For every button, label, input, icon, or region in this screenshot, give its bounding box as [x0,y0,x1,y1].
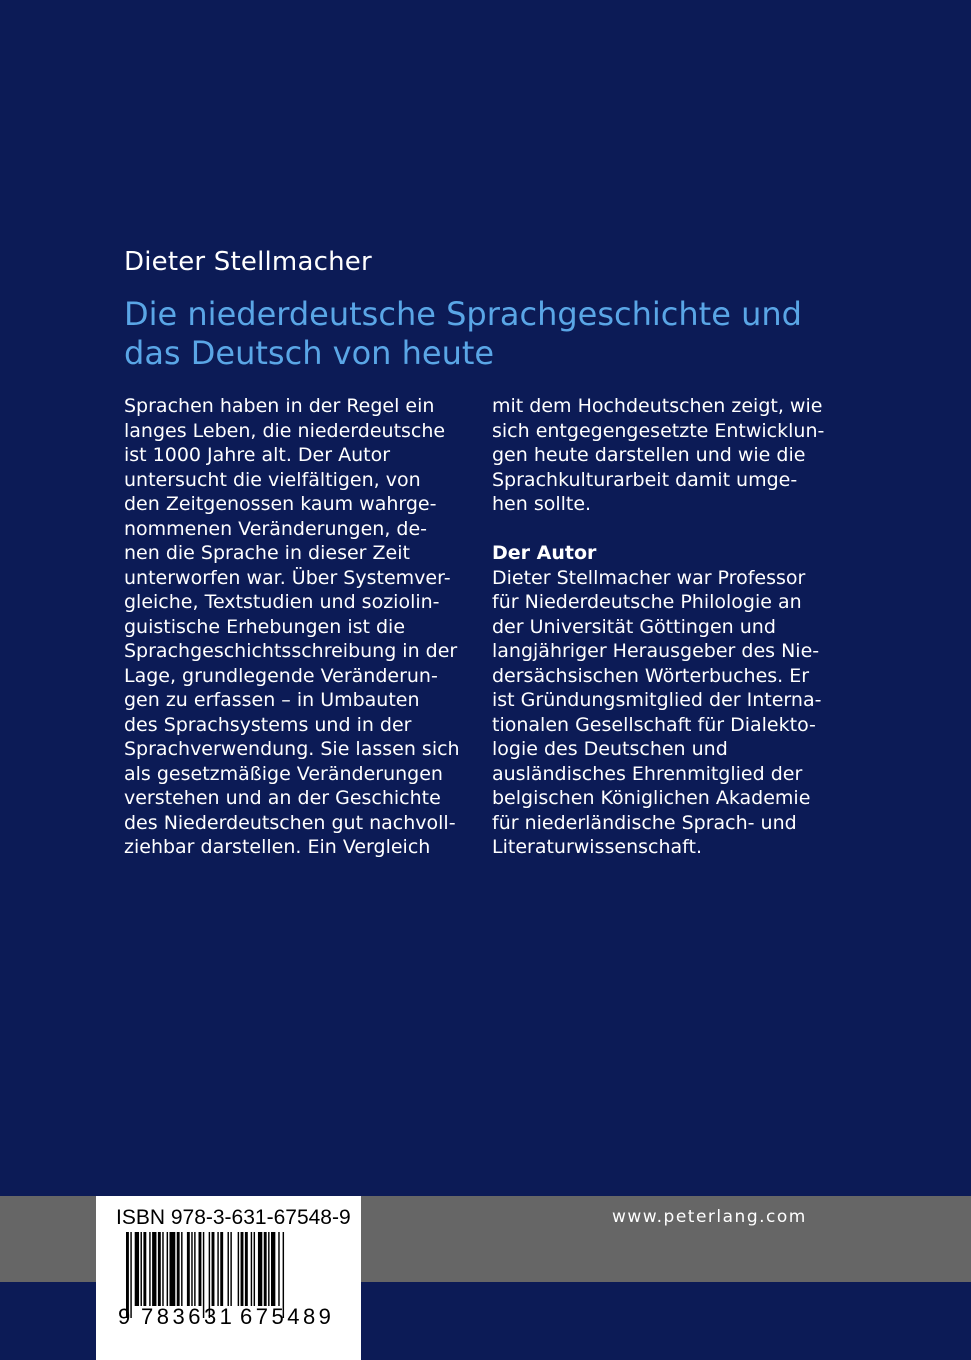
text-line: nen die Sprache in dieser Zeit [124,542,410,564]
text-line: langes Leben, die niederdeutsche [124,419,446,442]
text-line: dersächsischen Wörterbuches. Er [492,664,810,687]
barcode-bar [149,1232,150,1306]
barcode-bar [152,1232,156,1306]
text-line: der Universität Göttingen und [492,615,776,638]
text-line: ist Gründungsmitglied der Interna- [492,689,822,711]
text-line: als gesetzmäßige Veränderungen [124,762,443,785]
text-line: gleiche, Textstudien und soziolin- [124,591,440,613]
blurb-column-left [124,394,469,860]
barcode-bar [170,1232,176,1306]
barcode-bar [238,1232,239,1306]
barcode-bar [162,1232,163,1306]
text-line: nommenen Veränderungen, de- [124,517,428,540]
barcode-bar [268,1232,269,1306]
text-line: für Niederdeutsche Philologie an [492,591,802,613]
publisher-url[interactable]: www.peterlang.com [612,1207,807,1227]
barcode-bar [212,1232,215,1306]
text-line: belgischen Königlichen Akademie [492,787,811,809]
ean-group-left: 783631 [141,1304,236,1329]
text-line: mit dem Hochdeutschen zeigt, wie [492,395,823,417]
text-line: guistische Erhebungen ist die [124,615,406,638]
barcode-bar [143,1232,146,1306]
barcode-panel [96,1196,361,1360]
blurb-continuation [492,394,842,517]
barcode-bar [187,1232,190,1306]
text-line: sich entgegengesetzte Entwicklun- [492,419,825,442]
book-title: Die niederdeutsche Sprachgeschichte und das Deutsch von heute [124,295,802,372]
text-line: den Zeitgenossen kaum wahrge- [124,493,437,515]
text-line: Sprachkulturarbeit damit umge- [492,468,798,491]
barcode-bar [230,1232,231,1306]
barcode-bar [228,1232,229,1306]
barcode-bar [278,1232,279,1306]
text-line: langjähriger Herausgeber des Nie- [492,640,820,662]
barcode-bar [241,1232,244,1306]
text-line: des Niederdeutschen gut nachvoll- [124,811,456,834]
author-name: Dieter Stellmacher [124,247,372,277]
barcode-bar [271,1232,275,1306]
barcode-bar [194,1232,195,1306]
isbn-text: ISBN 978-3-631-67548-9 [116,1206,351,1229]
barcode-bar [217,1232,218,1306]
barcode-bar [258,1232,262,1306]
text-line: unterworfen war. Über Systemver- [124,566,451,589]
ean-lead-digit: 9 [118,1304,131,1329]
text-line: verstehen und an der Geschichte [124,787,441,809]
text-line: Dieter Stellmacher war Professor [492,566,806,589]
paragraph-gap [492,517,842,542]
barcode-bar [135,1232,139,1306]
text-line: Sprachgeschichtsschreibung in der [124,640,458,662]
barcode-bar [251,1232,252,1306]
text-line: Literaturwissenschaft. [492,836,702,858]
text-line: ausländisches Ehrenmitglied der [492,762,803,785]
barcode-bar [254,1232,255,1306]
about-author-heading: Der Autor [492,542,597,564]
text-line: gen zu erfassen – in Umbauten [124,689,420,711]
blurb-column-right [492,394,842,860]
text-line: hen sollte. [492,493,592,515]
text-line: Sprachverwendung. Sie lassen sich [124,738,460,760]
barcode-bar [245,1232,248,1306]
barcode-bar [130,1232,131,1318]
text-line: Sprachen haben in der Regel ein [124,395,435,417]
barcode-bar [167,1232,168,1306]
text-line: des Sprachsystems und in der [124,713,412,736]
about-author-text [492,566,842,860]
text-line: tionalen Gesellschaft für Dialekto- [492,713,816,736]
barcode-bar [264,1232,267,1306]
barcode-bar [181,1232,182,1306]
barcode-bar [158,1232,161,1306]
text-line: logie des Deutschen und [492,738,728,760]
barcode-bar [191,1232,192,1306]
barcode-bar [199,1232,202,1306]
barcode-bar [177,1232,180,1306]
text-line: Lage, grundlegende Veränderun- [124,664,438,687]
barcode-bar [220,1232,223,1306]
text-line: für niederländische Sprach- und [492,811,797,834]
ean-group-right: 675489 [240,1304,335,1329]
text-line: untersucht die vielfältigen, von [124,468,421,491]
text-line: ist 1000 Jahre alt. Der Autor [124,444,391,466]
text-line: ziehbar darstellen. Ein Vergleich [124,836,431,858]
barcode-bar [141,1232,142,1306]
text-line: gen heute darstellen und wie die [492,444,806,466]
